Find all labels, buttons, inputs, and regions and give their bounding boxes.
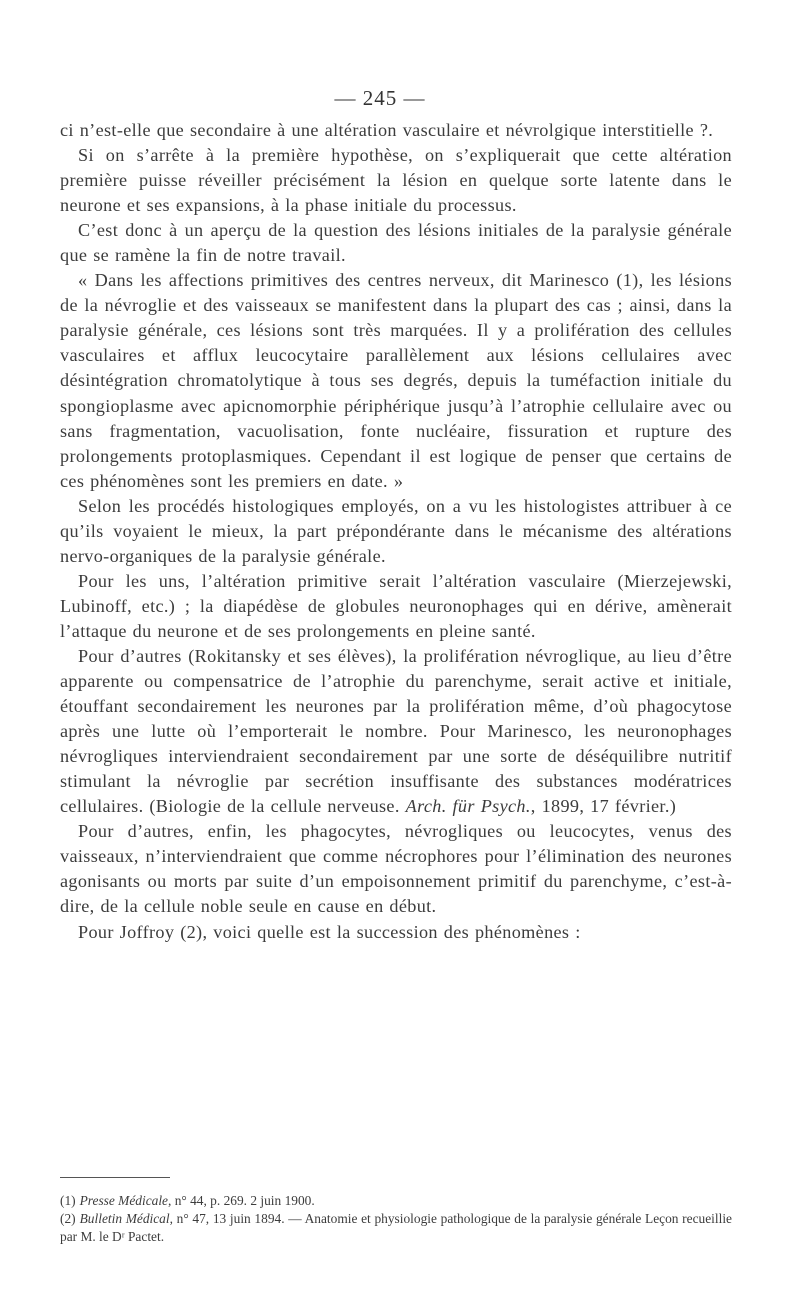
body-text <box>60 118 732 945</box>
footnote-divider <box>60 1177 170 1178</box>
footnote <box>60 1192 732 1210</box>
page-number: — 245 — <box>334 86 426 110</box>
paragraph <box>60 218 732 268</box>
footnote-source-title: Bulletin Médical <box>79 1211 170 1226</box>
paragraph <box>60 143 732 218</box>
paragraph-text: ci n’est-elle que secondaire à une altération vasculaire et névrolgique interstitielle ?. <box>60 120 714 140</box>
footnote <box>60 1210 732 1246</box>
paragraph <box>60 494 732 569</box>
paragraph <box>60 644 732 819</box>
paragraph-text: Pour Joffroy (2), voici quelle est la succession des phénomènes : <box>78 921 581 942</box>
footnote-mark: (1) <box>60 1193 76 1208</box>
paragraph <box>60 819 732 919</box>
footnotes <box>60 1192 732 1246</box>
paragraph-text: Pour d’autres (Rokitansky et ses élèves), la prolifération névroglique, au lieu d’être apparente ou compensatrice de l’atrophie du parenchyme, serait active et initiale, étouffant secondairement les neurones par la prolifération même, d’où phagocytose après une lutte où l’emporterait le nombre. Pour Marinesco, les neuronophages névrogliques interviendraient secondairement par une sorte de déséquilibre nutritif stimulant la névroglie par secrétion insuffisante des substances modératrices cellulaires. (Biologie de la cellule nerveuse. <box>60 645 732 817</box>
paragraph-text: Pour les uns, l’altération primitive serait l’altération vasculaire (Mierzejewski, Lubinoff, etc.) ; la diapédèse de globules neuronophages qui en dérive, amènerait l’attaque du neurone et de ses prolongements en pleine santé. <box>60 570 732 641</box>
footnote-text: , n° 47, 13 juin 1894. — Anatomie et physiologie pathologique de la paralysie générale Leçon recueillie par M. le Dʳ Pactet. <box>60 1211 732 1244</box>
paragraph-text: Selon les procédés histologiques employés, on a vu les histologistes attribuer à ce qu’ils voyaient le mieux, la part prépondérante dans le mécanisme des altérations nervo-organiques de la paralysie générale. <box>60 495 732 566</box>
paragraph <box>60 920 732 945</box>
paragraph-text: Si on s’arrête à la première hypothèse, on s’expliquerait que cette altération première puisse réveiller précisément la lésion en quelque sorte latente dans le neurone et ses expansions, à la phase initiale du processus. <box>60 145 732 216</box>
italic-text: Arch. für Psych. <box>405 796 531 817</box>
paragraph <box>60 118 732 143</box>
footnote-source-title: Presse Médicale <box>79 1193 168 1208</box>
paragraph <box>60 268 732 493</box>
paragraph-text: , 1899, 17 février.) <box>530 796 677 817</box>
paragraph <box>60 569 732 644</box>
paragraph-text: Pour d’autres, enfin, les phagocytes, névrogliques ou leucocytes, venus des vaisseaux, n’interviendraient que comme nécrophores pour l’élimination des neurones agonisants ou morts par suite d’un empoisonnement primitif du parenchyme, c’est-à-dire, de la cellule noble seule en cause en début. <box>60 821 732 917</box>
footnote-mark: (2) <box>60 1211 76 1226</box>
footnote-text: , n° 44, p. 269. 2 juin 1900. <box>168 1193 315 1208</box>
paragraph-text: « Dans les affections primitives des centres nerveux, dit Marinesco (1), les lésions de la névroglie et des vaisseaux se manifestent dans la plupart des cas ; ainsi, dans la paralysie générale, ces lésions sont très marquées. Il y a prolifération des cellules vasculaires et afflux leucocytaire parallèlement aux lésions cellulaires avec désintégration chromatolytique à tous ses degrés, depuis la tuméfaction initiale du spongioplasme avec apicnomorphie périphérique jusqu’à l’atrophie cellulaire avec ou sans fragmentation, vacuolisation, fonte nucléaire, fissuration et rupture des prolongements protoplasmiques. Cependant il est logique de penser que certains de ces phénomènes sont les premiers en date. » <box>60 270 732 491</box>
paragraph-text: C’est donc à un aperçu de la question des lésions initiales de la paralysie générale que se ramène la fin de notre travail. <box>60 220 732 266</box>
